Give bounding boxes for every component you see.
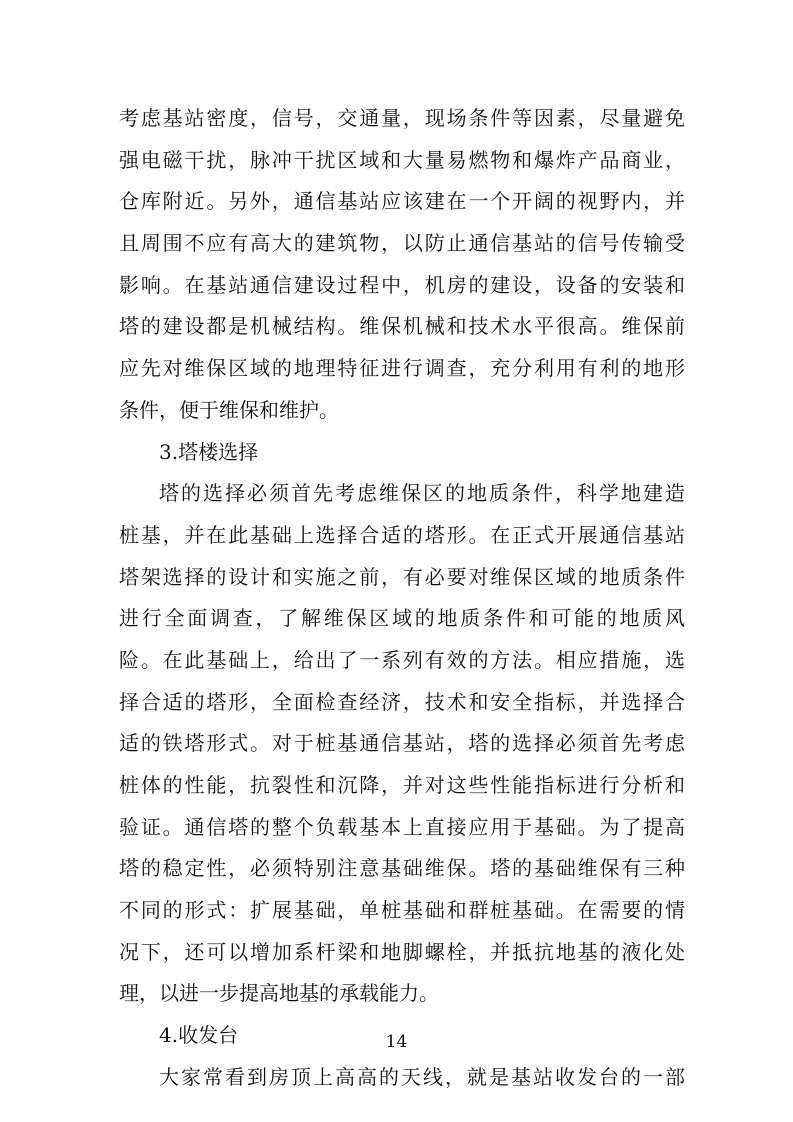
text-line: 考虑基站密度，信号，交通量，现场条件等因素，尽量避免 [119, 106, 685, 130]
text-line: 不同的形式：扩展基础，单桩基础和群桩基础。在需要的情 [119, 898, 685, 923]
text-line: 仓库附近。另外，通信基站应该建在一个开阔的视野内，并 [119, 189, 685, 214]
text-line: 塔的选择必须首先考虑维保区的地质条件，科学地建造 [159, 481, 685, 506]
text-line: 桩基，并在此基础上选择合适的塔形。在正式开展通信基站 [119, 522, 685, 547]
text-line: 进行全面调查，了解维保区域的地质条件和可能的地质风 [119, 606, 685, 631]
text-line: 3.塔楼选择 [159, 439, 259, 464]
text-line: 强电磁干扰，脉冲干扰区域和大量易燃物和爆炸产品商业， [119, 147, 685, 172]
text-line: 4.收发台 [159, 1023, 239, 1048]
text-line: 且周围不应有高大的建筑物，以防止通信基站的信号传输受 [119, 231, 685, 256]
text-line: 塔的建设都是机械结构。维保机械和技术水平很高。维保前 [119, 314, 685, 339]
text-line: 况下，还可以增加系杆梁和地脚螺栓，并抵抗地基的液化处 [119, 939, 685, 964]
text-line: 条件，便于维保和维护。 [119, 397, 339, 422]
text-line: 适的铁塔形式。对于桩基通信基站，塔的选择必须首先考虑 [119, 731, 685, 756]
text-line: 影响。在基站通信建设过程中，机房的建设，设备的安装和 [119, 272, 685, 297]
text-line: 应先对维保区域的地理特征进行调查，充分利用有利的地形 [119, 356, 685, 381]
text-line: 大家常看到房顶上高高的天线，就是基站收发台的一部 [159, 1064, 685, 1089]
text-line: 塔的稳定性，必须特别注意基础维保。塔的基础维保有三种 [119, 856, 685, 881]
text-line: 桩体的性能，抗裂性和沉降，并对这些性能指标进行分析和 [119, 773, 685, 797]
page-number: 14 [385, 1032, 408, 1052]
text-line: 理，以进一步提高地基的承载能力。 [119, 981, 439, 1006]
text-line: 择合适的塔形，全面检查经济，技术和安全指标，并选择合 [119, 689, 685, 714]
text-line: 险。在此基础上，给出了一系列有效的方法。相应措施，选 [119, 647, 685, 672]
text-line: 塔架选择的设计和实施之前，有必要对维保区域的地质条件 [119, 564, 685, 589]
text-line: 验证。通信塔的整个负载基本上直接应用于基础。为了提高 [119, 814, 685, 839]
body-text [119, 98, 685, 1099]
